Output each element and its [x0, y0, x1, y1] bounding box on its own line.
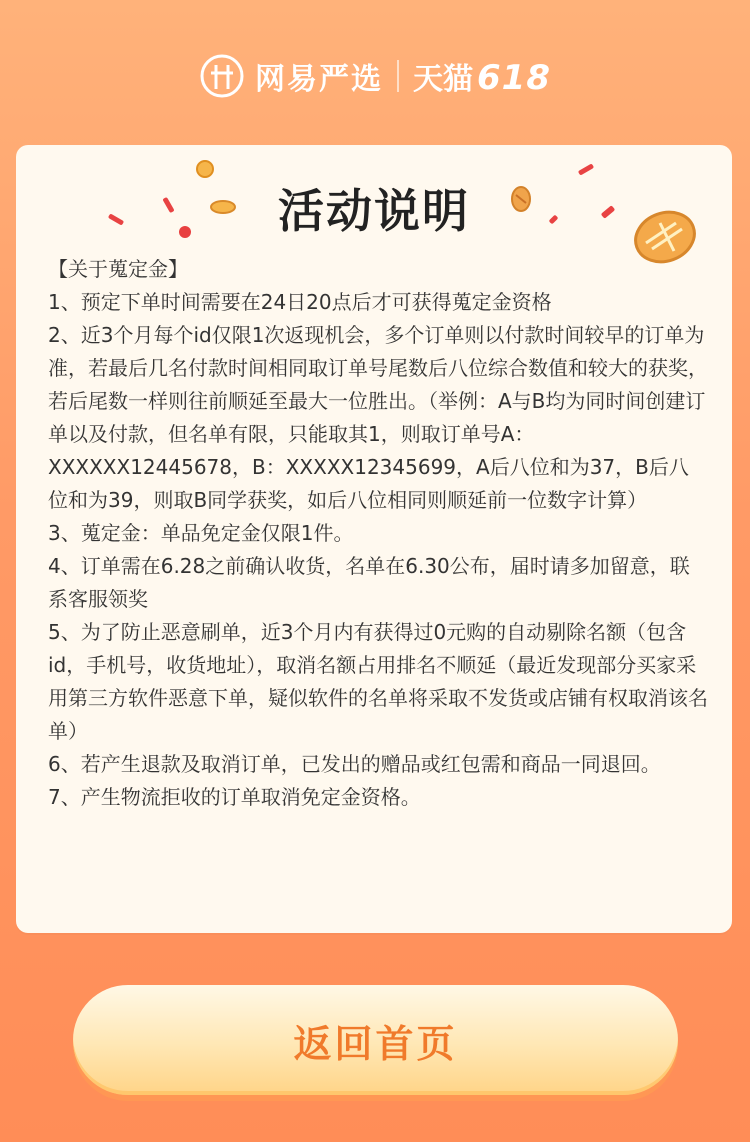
- header: [0, 36, 750, 116]
- rule-item-3: 3、蒐定金：单品免定金仅限1件。: [48, 521, 354, 545]
- rule-item-5: 5、为了防止恶意刷单，近3个月内有获得过0元购的自动剔除名额（包含id，手机号，收货地址），取消名额占用排名不顺延（最近发现部分买家采用第三方软件恶意下单，疑似软件的名单将采取不发货或店铺有权取消该名单）: [48, 620, 708, 743]
- yanxuan-logo-icon: [199, 53, 245, 99]
- rule-item-1: 1、预定下单时间需要在24日20点后才可获得蒐定金资格: [48, 290, 552, 314]
- rules-content: [48, 253, 708, 814]
- rule-item-2: 2、近3个月每个id仅限1次返现机会，多个订单则以付款时间较早的订单为准，若最后几名付款时间相同取订单号尾数后八位综合数值和较大的获奖，若后尾数一样则往前顺延至最大一位胜出。（举例：A与B均为同时间创建订单以及付款，但名单有限，只能取其1，则取订单号A：XXXXXX12445678，B：XXXXX12345699，A后八位和为37，B后八位和为39，则取B同学获奖，如后八位相同则顺延前一位数字计算）: [48, 323, 708, 512]
- rules-card: [16, 145, 732, 933]
- rule-heading: 【关于蒐定金】: [48, 257, 188, 281]
- rule-item-7: 7、产生物流拒收的订单取消免定金资格。: [48, 785, 421, 809]
- rule-item-4: 4、订单需在6.28之前确认收货，名单在6.30公布，届时请多加留意，联系客服领奖: [48, 554, 690, 611]
- tmall-618-logo: [413, 54, 551, 98]
- brand-name: 网易严选: [255, 62, 383, 97]
- header-divider: [397, 60, 399, 92]
- rule-item-6: 6、若产生退款及取消订单，已发出的赠品或红包需和商品一同退回。: [48, 752, 661, 776]
- tmall-text: 天猫: [413, 62, 473, 97]
- brand-logo: [199, 53, 383, 99]
- confetti-decoration: [578, 163, 594, 175]
- 618-text: 618: [477, 58, 551, 98]
- back-to-home-button[interactable]: 返回首页: [73, 985, 678, 1095]
- page-title: 活动说明: [278, 184, 470, 238]
